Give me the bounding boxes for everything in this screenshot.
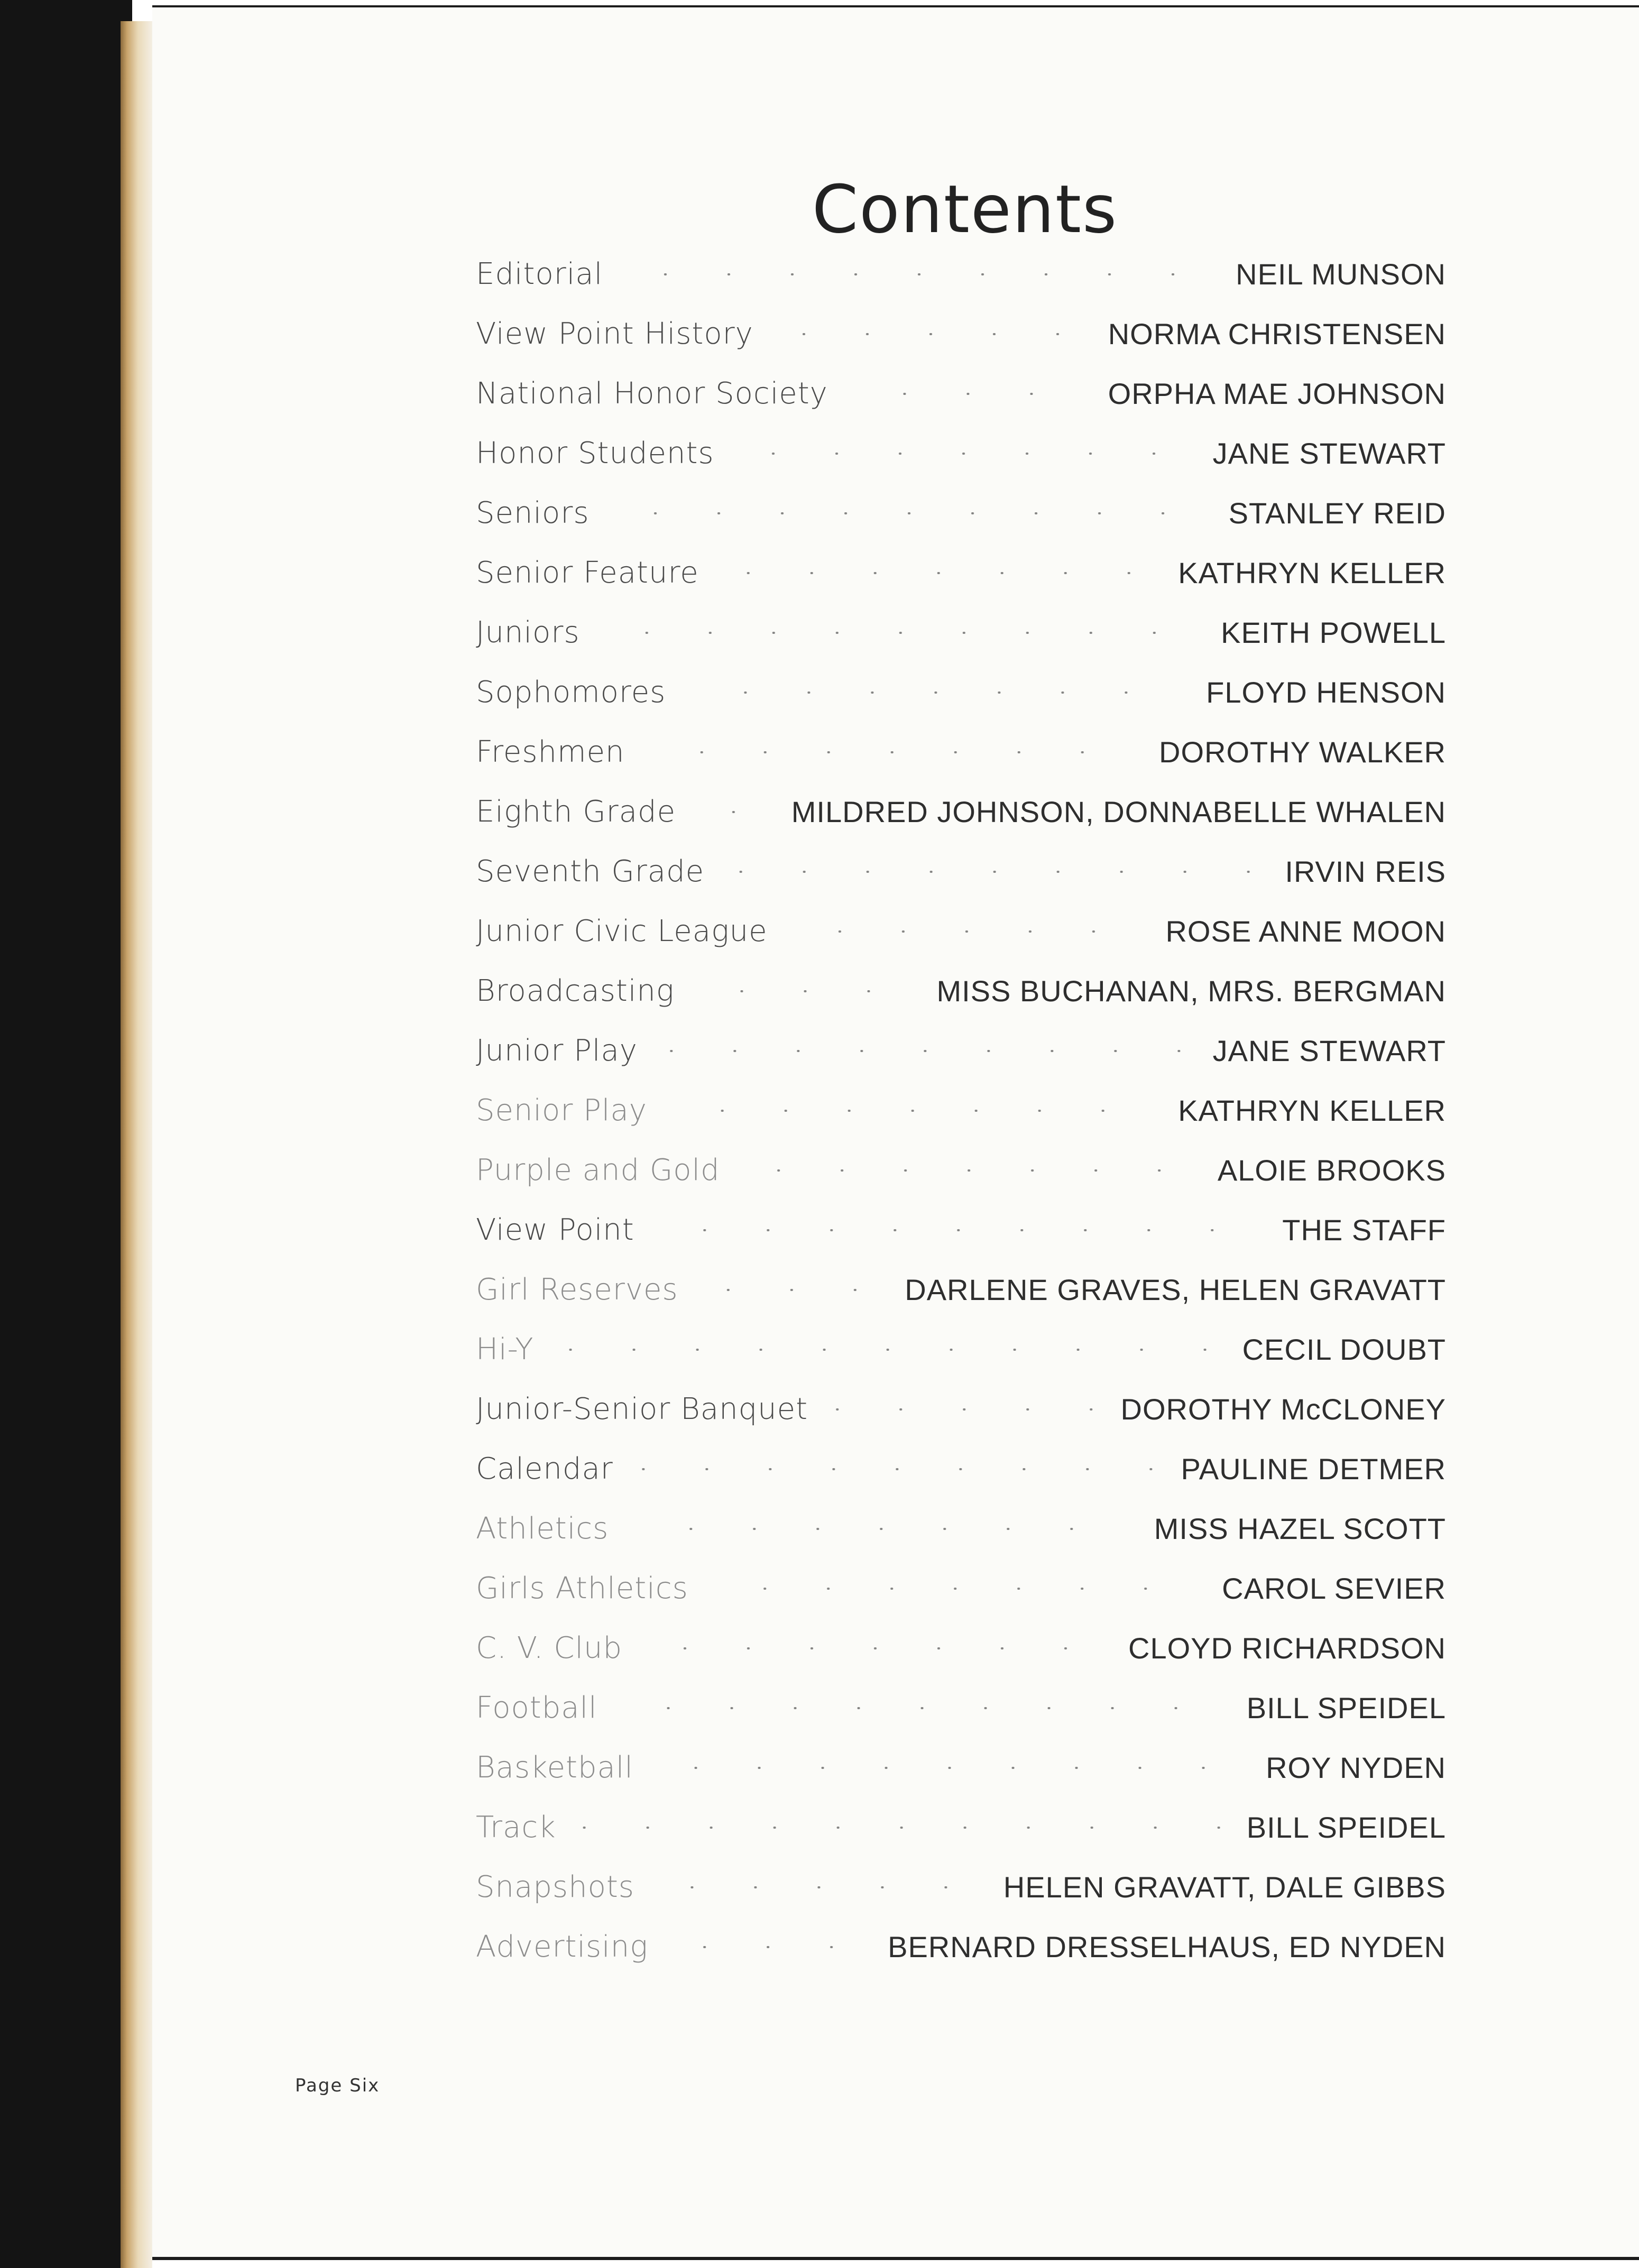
editor-name: BILL SPEIDEL [1246,1691,1446,1725]
dash-leader [555,1349,1221,1351]
section-name: Junior Civic League [476,914,768,948]
section-name: View Point [476,1213,634,1247]
editor-name: CECIL DOUBT [1242,1333,1446,1366]
dash-leader [775,333,1087,335]
contents-row [476,423,1446,483]
contents-row [476,364,1446,423]
dash-leader [624,273,1214,275]
editor-name: KEITH POWELL [1221,616,1446,649]
contents-row [476,1678,1446,1738]
section-name: View Point History [476,317,753,351]
contents-row [476,1499,1446,1559]
editor-name: DOROTHY McCLONEY [1120,1393,1446,1426]
section-name: Girls Athletics [476,1571,688,1606]
contents-row [476,603,1446,662]
dash-leader [646,751,1138,753]
editor-name: JANE STEWART [1212,437,1446,470]
book-binding [0,0,132,2268]
editor-name: MISS BUCHANAN, MRS. BERGMAN [936,974,1446,1008]
section-name: Honor Students [476,436,714,471]
section-name: Snapshots [476,1870,634,1904]
dash-leader [699,1289,884,1291]
editor-name: JANE STEWART [1212,1034,1446,1067]
contents-row [476,483,1446,543]
dash-leader [655,1767,1245,1769]
section-name: Sophomores [476,675,666,709]
dash-leader [611,512,1208,514]
editor-name: CAROL SEVIER [1222,1572,1446,1605]
contents-row [476,1797,1446,1857]
dash-leader [720,572,1157,574]
dash-leader [669,1946,867,1948]
contents-row [476,722,1446,782]
contents-row [476,1021,1446,1081]
editor-name: MILDRED JOHNSON, DONNABELLE WHALEN [791,795,1446,828]
contents-row [476,1559,1446,1618]
contents-row [476,901,1446,961]
section-name: Calendar [476,1452,613,1486]
editor-name: IRVIN REIS [1285,855,1446,888]
editor-name: KATHRYN KELLER [1178,1094,1446,1127]
dash-leader [659,1050,1192,1052]
editor-name: ALOIE BROOKS [1217,1154,1446,1187]
editor-name: PAULINE DETMER [1181,1452,1446,1486]
editor-name: ROY NYDEN [1266,1751,1446,1784]
dash-leader [725,871,1264,873]
contents-list [476,244,1446,1977]
contents-row [476,1439,1446,1499]
contents-row [476,1738,1446,1797]
dash-leader [695,990,915,992]
editor-name: THE STAFF [1282,1213,1446,1247]
section-name: Senior Play [476,1093,647,1128]
section-name: Broadcasting [476,974,675,1008]
dash-leader [687,692,1185,694]
contents-row [476,1260,1446,1320]
contents-row [476,1140,1446,1200]
editor-name: MISS HAZEL SCOTT [1154,1512,1446,1545]
contents-row [476,304,1446,364]
editor-name: CLOYD RICHARDSON [1128,1631,1446,1665]
dash-leader [741,1169,1196,1172]
contents-row [476,1200,1446,1260]
dash-leader [735,453,1192,455]
editor-name: HELEN GRAVATT, DALE GIBBS [1003,1870,1446,1904]
page-number: Page Six [295,2075,380,2096]
section-name: Junior Play [476,1034,638,1068]
contents-row [476,1081,1446,1140]
contents-row [476,1917,1446,1977]
editor-name: KATHRYN KELLER [1178,556,1446,589]
contents-row [476,543,1446,603]
editor-name: ORPHA MAE JOHNSON [1108,377,1446,410]
contents-row [476,961,1446,1021]
section-name: National Honor Society [476,376,828,411]
section-name: Eighth Grade [476,795,676,829]
editor-name: STANLEY REID [1228,496,1446,530]
contents-row [476,1857,1446,1917]
dash-leader [656,1886,982,1888]
page-title: Contents [812,171,1118,248]
dash-leader [789,930,1145,933]
section-name: Seniors [476,496,590,530]
dash-leader [577,1827,1226,1829]
section-name: Athletics [476,1511,609,1546]
contents-row [476,842,1446,901]
editor-name: DOROTHY WALKER [1159,735,1446,769]
dash-leader [643,1647,1107,1649]
section-name: Purple and Gold [476,1153,720,1187]
editor-name: NORMA CHRISTENSEN [1108,317,1446,351]
contents-row [476,1618,1446,1678]
section-name: Editorial [476,257,603,291]
section-name: Track [476,1810,556,1845]
editor-name: DARLENE GRAVES, HELEN GRAVATT [905,1273,1446,1306]
section-name: Basketball [476,1750,633,1785]
section-name: Hi-Y [476,1332,534,1367]
contents-row [476,244,1446,304]
section-name: C. V. Club [476,1631,623,1665]
section-name: Freshmen [476,735,625,769]
section-name: Junior-Senior Banquet [476,1392,808,1426]
editor-name: BERNARD DRESSELHAUS, ED NYDEN [888,1930,1446,1963]
contents-row [476,1320,1446,1379]
section-name: Advertising [476,1930,648,1964]
dash-leader [710,1588,1201,1590]
section-name: Football [476,1691,597,1725]
contents-row [476,662,1446,722]
editor-name: BILL SPEIDEL [1246,1811,1446,1844]
dash-leader [630,1528,1133,1530]
contents-row [476,1379,1446,1439]
editor-name: NEIL MUNSON [1236,257,1446,291]
contents-row [476,782,1446,842]
dash-leader [619,1707,1226,1709]
dash-leader [634,1468,1160,1470]
section-name: Juniors [476,615,580,650]
dash-leader [656,1229,1262,1231]
dash-leader [829,1408,1099,1410]
section-name: Girl Reserves [476,1273,678,1307]
page-edge [121,21,152,2268]
editor-name: FLOYD HENSON [1206,676,1446,709]
editor-name: ROSE ANNE MOON [1165,915,1446,948]
dash-leader [668,1110,1157,1112]
dash-leader [601,632,1200,634]
dash-leader [849,393,1087,395]
dash-leader [697,811,770,813]
section-name: Seventh Grade [476,854,705,889]
section-name: Senior Feature [476,556,699,590]
